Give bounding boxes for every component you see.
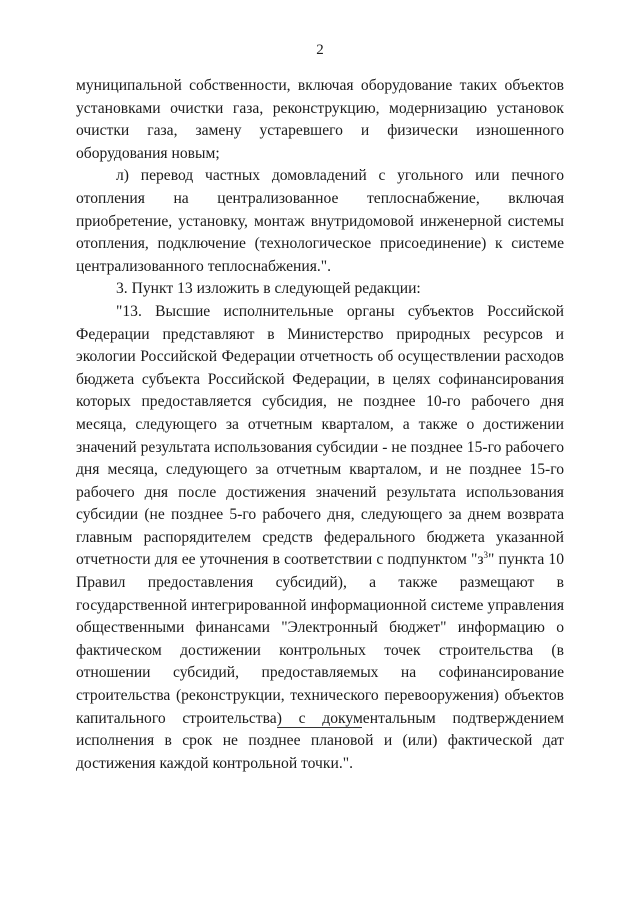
paragraph-point-13: [76, 301, 564, 775]
paragraph-continuation: муниципальной собственности, включая оборудование таких объектов установками очистки газа, реконструкцию, модернизацию установок очистки газа, замену устаревшего и физически изношенного оборудования новым;: [76, 77, 564, 162]
page-number: 2: [316, 42, 324, 58]
paragraph-item-l: л) перевод частных домовладений с угольного или печного отопления на централизованное теплоснабжение, включая приобретение, установку, монтаж внутридомовой инженерной системы отопления, подключение (технологическое присоединение) к системе централизованного теплоснабжения.".: [76, 167, 564, 275]
point-13-text-start: "13. Высшие исполнительные органы субъектов Российской Федерации представляют в Министерство природных ресурсов и экологии Российской Федерации отчетность об осуществлении расходов бюджета субъекта Российской Федерации, в целях софинансирования которых предоставляется субсидия, не позднее 10-го рабочего дня месяца, следующего за отчетным кварталом, а также о достижении значений результата использования субсидии - не позднее 15-го рабочего дня месяца, следующего за отчетным кварталом, и не позднее 15-го рабочего дня после достижения значений результата использования субсидии (не позднее 5-го рабочего дня, следующего за днем возврата главным распорядителем средств федерального бюджета указанной отчетности для ее уточнения в соответствии с подпунктом "з: [76, 302, 564, 569]
end-divider-line: [277, 727, 362, 728]
paragraph-point-3: 3. Пункт 13 изложить в следующей редакции:: [116, 280, 421, 298]
point-13-text-end: " пункта 10 Правил предоставления субсидий), а также размещают в государственной интегрированной информационной системе управления общественными финансами "Электронный бюджет" информацию о фактическом достижении контрольных точек строительства (в отношении субсидий, предоставляемых на софинансирование строительства (реконструкции, технического перевооружения) объектов капитального строительства) с документальным подтверждением исполнения в срок не позднее плановой и (или) фактической дат достижения каждой контрольной точки.".: [76, 551, 564, 772]
superscript-3: 3: [483, 550, 488, 561]
document-body: [76, 75, 564, 775]
